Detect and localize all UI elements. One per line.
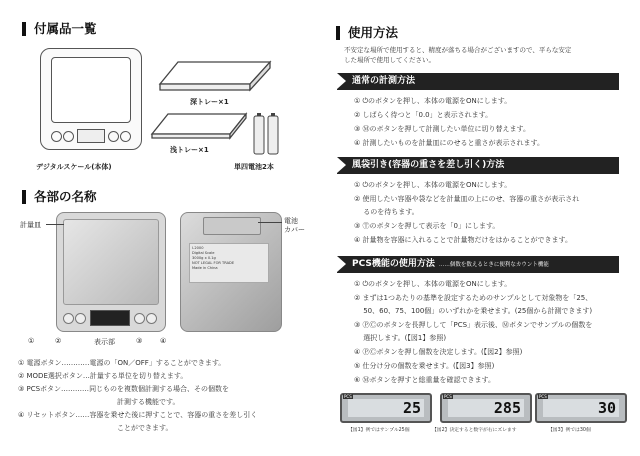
- scale-button-3: [108, 131, 119, 142]
- usage-title: 使用方法: [336, 26, 398, 40]
- step-line: ① ⏻のボタンを押し、本体の電源をONにします。: [354, 181, 512, 189]
- lcd-tag: PCS: [444, 394, 452, 399]
- back-label-line-2: Digital Scale: [192, 251, 215, 255]
- front-display: [90, 310, 130, 326]
- desc-text: 容器を乗せた後に押すことで、容器の重さを差し引く: [89, 411, 258, 419]
- desc-row-2: [18, 371, 318, 382]
- step-line: 選択します。(【図1】参照): [354, 334, 447, 342]
- section-title: PCS機能の使用方法: [352, 259, 435, 269]
- step-line: ② まずは1つあたりの基準を設定するためのサンプルとして対象物を「25、: [354, 294, 593, 302]
- desc-text: 計測する機能です。: [117, 398, 180, 406]
- display-caption-1: 【図1】例ではサンプル25個: [348, 428, 410, 433]
- callout-3: ③: [136, 337, 143, 345]
- scale-illustration: [40, 48, 142, 150]
- step-line: ④ 計量物を容器に入れることで計量物だけをはかることができます。: [354, 236, 572, 244]
- section-title: 風袋引き(容器の重さを差し引く)方法: [352, 160, 505, 170]
- section-bar-normal: [337, 73, 619, 90]
- step-line: ⑤ 仕分け分の個数を乗せます。(【図3】参照): [354, 362, 495, 370]
- step-line: ③ ⓅⒸのボタンを長押しして「PCS」表示後、Ⓜボタンでサンプルの個数を: [354, 321, 593, 329]
- lcd-tag: PCS: [344, 394, 352, 399]
- scale-button-1: [51, 131, 62, 142]
- desc-text: ことができます。: [117, 424, 173, 432]
- callout-1: ①: [28, 337, 35, 345]
- intro-line-1: 不安定な場所で使用すると、精度が落ちる場合がございますので、平らな安定: [344, 46, 572, 54]
- battery-label: 単四電池2本: [234, 163, 274, 171]
- display-caption-3: 【図3】例では30個: [548, 428, 591, 433]
- desc-row-5: [18, 410, 318, 421]
- display-caption-2: 【図2】決定すると数字が右にズレます: [432, 428, 517, 433]
- desc-row-3: [18, 384, 318, 395]
- battery-cover-label: 電池 カバー: [284, 217, 305, 234]
- step-line: るのを待ちます。: [354, 208, 419, 216]
- desc-key: ③ PCSボタン…………: [18, 385, 90, 393]
- scale-front-view: [56, 212, 166, 332]
- shallow-tray-illustration: [150, 110, 250, 144]
- plate-label: 計量皿: [20, 221, 41, 229]
- weighing-plate: [63, 219, 159, 305]
- step-line: ④ 計測したいものを計量皿にのせると重さが表示されます。: [354, 139, 544, 147]
- arrow-right-icon: [337, 157, 346, 173]
- back-label: [189, 243, 269, 283]
- desc-key: ② MODE選択ボタン…: [18, 372, 90, 380]
- pcs-button-icon: [134, 313, 145, 324]
- lcd-display-1: [340, 393, 432, 423]
- desc-key: ④ リセットボタン……: [18, 411, 90, 419]
- shallow-tray-label: 浅トレー×1: [170, 146, 209, 154]
- section-title: 通常の計測方法: [352, 76, 416, 86]
- arrow-right-icon: [337, 256, 346, 272]
- step-line: ① ⏻のボタンを押し、本体の電源をONにします。: [354, 280, 512, 288]
- scale-display: [77, 129, 105, 143]
- back-label-line-1: I-2000: [192, 246, 204, 250]
- scale-button-2: [63, 131, 74, 142]
- back-label-line-3: 3000g x 0.1g: [192, 256, 216, 260]
- mode-button-icon: [75, 313, 86, 324]
- step-line: ② 使用したい容器や袋などを計量皿の上にのせ、容器の重さが表示され: [354, 195, 580, 203]
- accessories-title: 付属品一覧: [22, 22, 97, 36]
- parts-title: 各部の名称: [22, 190, 97, 204]
- reset-button-icon: [146, 313, 157, 324]
- section-bar-pcs: [337, 256, 619, 273]
- lcd-tag: PCS: [539, 394, 547, 399]
- lcd-display-2: [440, 393, 532, 423]
- scale-label: デジタルスケール(本体): [36, 163, 112, 171]
- step-line: 50、60、75、100個」のいずれかを乗せます。(25個から計測できます): [354, 307, 593, 315]
- desc-text: 同じものを複数個計測する場合、その個数を: [89, 385, 230, 393]
- scale-back-view: [180, 212, 282, 332]
- cover-leader-line: [258, 222, 282, 223]
- desc-text: 計量する単位を切り替えます。: [89, 372, 188, 380]
- deep-tray-illustration: [158, 58, 273, 94]
- lcd-value: 30: [543, 399, 619, 417]
- step-line: ④ ⓅⒸボタンを押し個数を決定します。(【図2】参照): [354, 348, 523, 356]
- lcd-value: 285: [448, 399, 524, 417]
- callout-4: ④: [160, 337, 167, 345]
- step-line: ⑥ Ⓜボタンを押すと総重量を確認できます。: [354, 376, 495, 384]
- callout-2: ②: [55, 337, 62, 345]
- step-line: ② しばらく待つと「0.0」と表示されます。: [354, 111, 493, 119]
- battery-illustration: [252, 112, 282, 156]
- intro-line-2: した場所で使用してください。: [344, 56, 435, 64]
- plate-leader-line: [46, 224, 64, 225]
- back-label-line-4: NOT LEGAL FOR TRADE: [192, 261, 235, 265]
- back-label-line-5: Made in China: [192, 266, 218, 270]
- scale-plate: [51, 57, 131, 123]
- lcd-display-3: [535, 393, 627, 423]
- lcd-value: 25: [348, 399, 424, 417]
- desc-text: 電源の「ON／OFF」することができます。: [89, 359, 226, 367]
- deep-tray-label: 深トレー×1: [190, 98, 229, 106]
- section-bar-tare: [337, 157, 619, 174]
- display-label: 表示部: [94, 338, 115, 346]
- battery-cover: [203, 217, 261, 235]
- arrow-right-icon: [337, 73, 346, 89]
- step-line: ③ Ⓜのボタンを押して計測したい単位に切り替えます。: [354, 125, 530, 133]
- step-line: ① ⏻のボタンを押し、本体の電源をONにします。: [354, 97, 512, 105]
- desc-row-1: [18, 358, 318, 369]
- scale-button-4: [120, 131, 131, 142]
- desc-key: ① 電源ボタン…………: [18, 359, 90, 367]
- step-line: ③ Ⓣのボタンを押して表示を「0」にします。: [354, 222, 500, 230]
- section-subtitle: ……個数を数えるときに便利なカウント機能: [438, 262, 549, 268]
- power-button-icon: [63, 313, 74, 324]
